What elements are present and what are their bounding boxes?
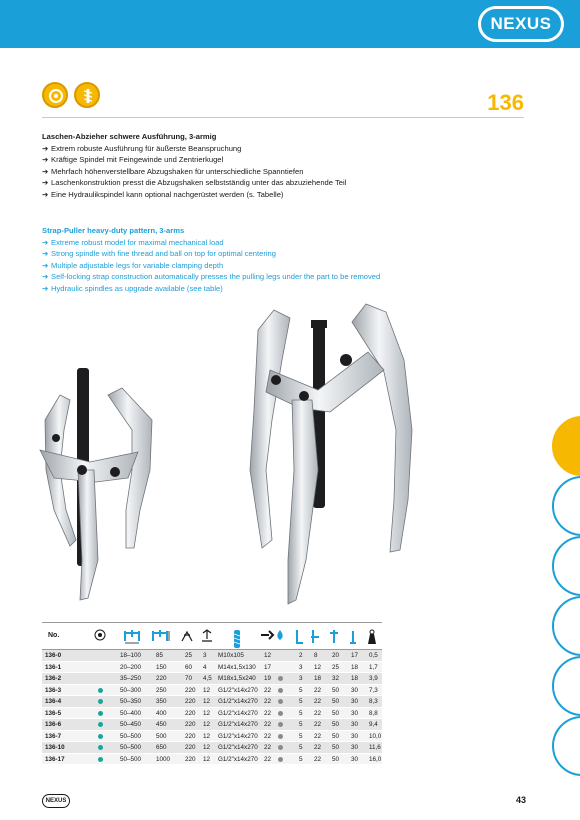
cell-range: 18–100 — [120, 652, 142, 659]
cell-reach: 150 — [156, 663, 167, 671]
cell-c: 32 — [332, 675, 340, 682]
cell-wt: 11,6 — [369, 744, 381, 751]
cell-depth: 220 — [185, 698, 196, 705]
cell-wt: 8,8 — [369, 709, 378, 717]
table-row — [42, 662, 382, 674]
cell-thread: G1/2"x14x270 — [218, 744, 258, 751]
table-row — [42, 696, 382, 708]
spec-table — [42, 622, 382, 765]
page-number: 43 — [515, 795, 526, 805]
cell-a: 5 — [299, 732, 303, 740]
title-german: Laschen-Abzieher schwere Ausführung, 3-armig — [42, 132, 217, 141]
bullet-en: ➔ Extreme robust model for maximal mechanical load — [42, 237, 224, 247]
cell-a: 5 — [299, 755, 303, 763]
bullet-en: ➔ Strong spindle with fine thread and ball on top for optimal centering — [42, 249, 276, 259]
cell-thread: M10x105 — [218, 652, 244, 659]
table-row — [42, 719, 382, 731]
cell-b: 12 — [314, 663, 322, 671]
cell-range: 50–450 — [120, 721, 142, 728]
cell-b: 8 — [314, 652, 318, 659]
cell-d: 30 — [351, 732, 359, 740]
cell-range: 50–500 — [120, 732, 142, 740]
cell-d: 30 — [351, 721, 359, 728]
arrow-icon: ➔ — [42, 249, 49, 259]
dimension-c-icon — [328, 629, 340, 645]
cell-thread: G1/2"x14x270 — [218, 698, 258, 705]
cell-c: 50 — [332, 709, 340, 717]
cell-leg: 12 — [203, 709, 211, 717]
cell-thread: G1/2"x14x270 — [218, 686, 258, 694]
cell-sw: 22 — [264, 686, 272, 694]
cell-b: 22 — [314, 698, 322, 705]
cell-sw: 22 — [264, 732, 272, 740]
cell-thread: G1/2"x14x270 — [218, 721, 258, 728]
large-puller — [250, 304, 412, 604]
hydraulic-spindle-dot-icon — [278, 754, 283, 767]
cell-sw: 22 — [264, 744, 272, 751]
cell-reach: 400 — [156, 709, 167, 717]
cell-b: 22 — [314, 686, 322, 694]
cell-article-no: 136-0 — [45, 652, 62, 659]
cell-thread: M14x1,5x130 — [218, 663, 256, 671]
cell-a: 5 — [299, 686, 303, 694]
table-row — [42, 731, 382, 743]
arrow-icon: ➔ — [42, 237, 49, 247]
cell-c: 50 — [332, 744, 340, 751]
cell-leg: 12 — [203, 698, 211, 705]
arrow-icon: ➔ — [42, 260, 49, 270]
cell-depth: 220 — [185, 755, 196, 763]
cell-wt: 9,4 — [369, 721, 378, 728]
cell-range: 50–350 — [120, 698, 142, 705]
cell-leg: 12 — [203, 732, 211, 740]
small-puller — [40, 368, 152, 600]
cell-reach: 1000 — [156, 755, 171, 763]
cell-thread: M18x1,5x240 — [218, 675, 256, 682]
cell-sw: 22 — [264, 709, 272, 717]
hydraulic-ready-dot-icon — [98, 754, 103, 767]
cell-c: 50 — [332, 698, 340, 705]
cell-a: 5 — [299, 698, 303, 705]
spindle-thread-icon — [232, 629, 242, 649]
cell-b: 18 — [314, 675, 322, 682]
cell-d: 30 — [351, 686, 359, 694]
cell-sw: 22 — [264, 721, 272, 728]
cell-wt: 8,3 — [369, 698, 378, 705]
cell-a: 3 — [299, 663, 303, 671]
bullet-de: ➔ Mehrfach höhenverstellbare Abzugshaken für unterschiedliche Spanntiefen — [42, 166, 304, 176]
cell-depth: 220 — [185, 709, 196, 717]
reach-icon — [150, 629, 170, 645]
cell-b: 22 — [314, 744, 322, 751]
arrow-icon: ➔ — [42, 143, 49, 153]
cell-article-no: 136-3 — [45, 686, 62, 694]
cell-leg: 12 — [203, 744, 211, 751]
hydraulic-icon — [94, 629, 106, 641]
cell-reach: 220 — [156, 675, 167, 682]
cell-depth: 220 — [185, 744, 196, 751]
cell-reach: 650 — [156, 744, 167, 751]
table-row — [42, 673, 382, 685]
cell-thread: G1/2"x14x270 — [218, 709, 258, 717]
section-tab[interactable] — [552, 716, 580, 776]
cell-wt: 7,3 — [369, 686, 378, 694]
cell-c: 20 — [332, 652, 340, 659]
cell-wt: 3,9 — [369, 675, 378, 682]
cell-leg: 12 — [203, 686, 211, 694]
cell-sw: 19 — [264, 675, 272, 682]
cell-d: 30 — [351, 698, 359, 705]
cell-article-no: 136-4 — [45, 698, 62, 705]
hydraulic-spindle-icon — [275, 629, 285, 641]
cell-range: 50–300 — [120, 686, 142, 694]
cell-reach: 85 — [156, 652, 164, 659]
cell-range: 50–500 — [120, 744, 142, 751]
cell-a: 5 — [299, 709, 303, 717]
dimension-d-icon — [347, 629, 359, 645]
arrow-icon: ➔ — [42, 166, 49, 176]
bullet-de: ➔ Laschenkonstruktion presst die Abzugshaken selbstständig unter das abzuziehende Teil — [42, 178, 347, 188]
table-row — [42, 708, 382, 720]
footer-logo — [42, 794, 70, 808]
cell-d: 30 — [351, 755, 359, 763]
cell-d: 17 — [351, 652, 359, 659]
cell-d: 18 — [351, 675, 359, 682]
nexus-logo-text: NEXUS — [490, 14, 552, 33]
arrow-icon: ➔ — [42, 272, 49, 282]
cell-a: 3 — [299, 675, 303, 682]
cell-c: 50 — [332, 732, 340, 740]
cell-article-no: 136-10 — [45, 744, 65, 751]
cell-d: 30 — [351, 709, 359, 717]
bullet-en: ➔ Hydraulic spindles as upgrade available (see table) — [42, 283, 223, 293]
cell-depth: 220 — [185, 721, 196, 728]
cell-b: 22 — [314, 721, 322, 728]
cell-article-no: 136-7 — [45, 732, 62, 740]
arrow-icon: ➔ — [42, 189, 49, 199]
cell-sw: 22 — [264, 698, 272, 705]
table-row — [42, 754, 382, 766]
cell-a: 5 — [299, 721, 303, 728]
cell-range: 20–200 — [120, 663, 142, 671]
cell-depth: 60 — [185, 663, 193, 671]
header-no: No. — [48, 632, 60, 639]
cell-leg: 12 — [203, 721, 211, 728]
cell-thread: G1/2"x14x270 — [218, 755, 258, 763]
cell-reach: 450 — [156, 721, 167, 728]
cell-wt: 1,7 — [369, 663, 378, 671]
cell-b: 22 — [314, 732, 322, 740]
table-header — [42, 622, 382, 650]
cell-b: 22 — [314, 755, 322, 763]
cell-article-no: 136-1 — [45, 663, 62, 671]
leg-adjust-icon — [200, 629, 214, 643]
cell-sw: 22 — [264, 755, 272, 763]
depth-icon — [180, 629, 194, 643]
table-row — [42, 742, 382, 754]
cell-reach: 350 — [156, 698, 167, 705]
table-row — [42, 685, 382, 697]
arrow-icon: ➔ — [42, 155, 49, 165]
cell-article-no: 136-6 — [45, 721, 62, 728]
cell-sw: 12 — [264, 652, 272, 659]
cell-wt: 16,0 — [369, 755, 382, 763]
cell-c: 50 — [332, 686, 340, 694]
wrench-icon — [259, 629, 275, 641]
dimension-b-icon — [310, 629, 322, 645]
bullet-en: ➔ Multiple adjustable legs for variable clamping depth — [42, 260, 224, 270]
footer-logo-text: NEXUS — [45, 798, 67, 804]
cell-a: 2 — [299, 652, 303, 659]
dimension-a-icon — [294, 629, 306, 645]
cell-d: 30 — [351, 744, 359, 751]
cell-article-no: 136-2 — [45, 675, 62, 682]
cell-depth: 220 — [185, 686, 196, 694]
cell-range: 50–500 — [120, 755, 142, 763]
cell-leg: 4 — [203, 663, 207, 671]
cell-c: 50 — [332, 755, 340, 763]
cell-leg: 4,5 — [203, 675, 212, 682]
cell-c: 25 — [332, 663, 340, 671]
cell-reach: 500 — [156, 732, 167, 740]
cell-range: 35–250 — [120, 675, 142, 682]
cell-depth: 220 — [185, 732, 196, 740]
bullet-de: ➔ Kräftige Spindel mit Feingewinde und Zentrierkugel — [42, 155, 224, 165]
cell-d: 18 — [351, 663, 359, 671]
product-number: 136 — [487, 90, 524, 115]
title-english: Strap-Puller heavy-duty pattern, 3-arms — [42, 226, 185, 235]
cell-c: 50 — [332, 721, 340, 728]
cell-a: 5 — [299, 744, 303, 751]
cell-depth: 25 — [185, 652, 193, 659]
cell-leg: 3 — [203, 652, 207, 659]
cell-thread: G1/2"x14x270 — [218, 732, 258, 740]
cell-leg: 12 — [203, 755, 211, 763]
bullet-de: ➔ Eine Hydraulikspindel kann optional nachgerüstet werden (s. Tabelle) — [42, 189, 284, 199]
bullet-en: ➔ Self-locking strap construction automatically presses the pulling legs under the part to be removed — [42, 272, 381, 282]
cell-article-no: 136-17 — [45, 755, 65, 763]
table-row — [42, 650, 382, 662]
cell-wt: 0,5 — [369, 652, 378, 659]
section-tab[interactable] — [552, 656, 580, 716]
bullet-de: ➔ Extrem robuste Ausführung für äußerste Beanspruchung — [42, 143, 242, 153]
cell-wt: 10,0 — [369, 732, 382, 740]
arrow-icon: ➔ — [42, 283, 49, 293]
span-icon — [122, 629, 142, 645]
weight-icon — [366, 629, 378, 645]
cell-sw: 17 — [264, 663, 272, 671]
cell-depth: 70 — [185, 675, 193, 682]
table-body — [42, 650, 382, 765]
arrow-icon: ➔ — [42, 178, 49, 188]
cell-b: 22 — [314, 709, 322, 717]
cell-range: 50–400 — [120, 709, 142, 717]
cell-article-no: 136-5 — [45, 709, 62, 717]
cell-reach: 250 — [156, 686, 167, 694]
